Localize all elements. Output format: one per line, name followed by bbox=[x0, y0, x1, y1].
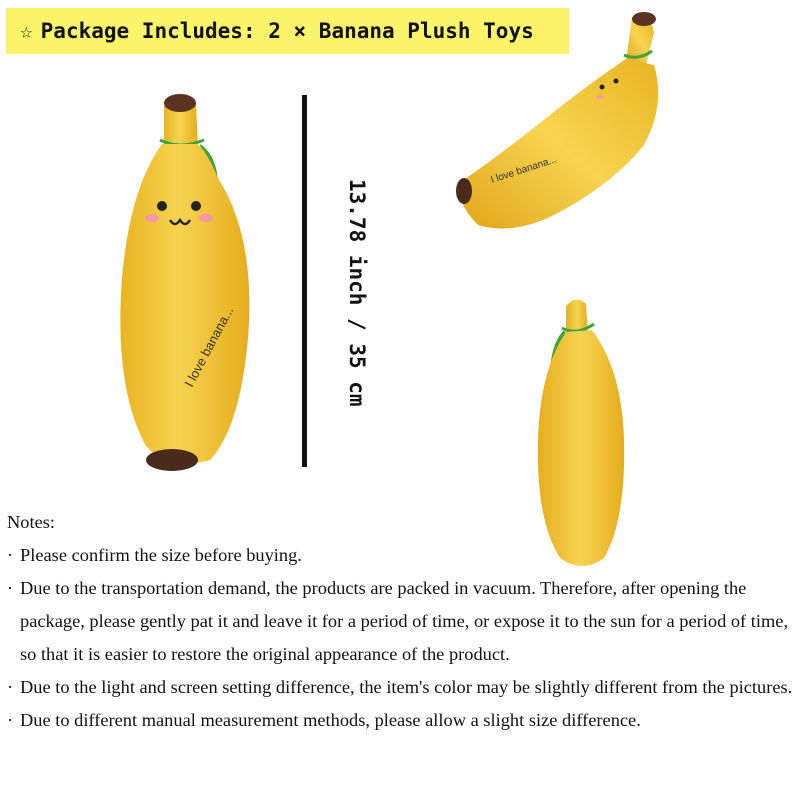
note-text: Please confirm the size before buying. bbox=[20, 545, 302, 565]
bullet-icon: · bbox=[7, 710, 14, 730]
stem-tip bbox=[632, 12, 656, 26]
left-cheek bbox=[596, 95, 604, 99]
bottom-tip bbox=[456, 178, 472, 204]
note-text: Due to the transportation demand, the products are packed in vacuum. Therefore, after opening the package, please gently pat it and leave it for a period of time, or expose it to the sun for a period of time, so that it is easier to restore the original appearance of the product. bbox=[20, 578, 789, 664]
note-text: Due to different manual measurement methods, please allow a slight size difference. bbox=[20, 710, 641, 730]
measurement-line bbox=[302, 95, 307, 467]
star-icon: ☆ bbox=[20, 19, 33, 43]
bullet-icon: · bbox=[7, 545, 14, 565]
left-eye bbox=[157, 201, 167, 211]
right-eye bbox=[191, 201, 201, 211]
note-item bbox=[7, 539, 797, 572]
stem-tip bbox=[164, 94, 196, 112]
note-item bbox=[7, 704, 797, 737]
right-eye bbox=[614, 79, 619, 84]
banana-body bbox=[120, 144, 249, 464]
bullet-icon: · bbox=[7, 578, 14, 598]
left-eye bbox=[600, 85, 605, 90]
measurement-label: 13.78 inch / 35 cm bbox=[345, 179, 369, 407]
banana-body bbox=[460, 59, 658, 229]
banana-front-photo bbox=[100, 88, 270, 488]
notes-section bbox=[7, 506, 797, 737]
banana-tilted-photo bbox=[440, 5, 670, 245]
print-text: I love banana... bbox=[489, 154, 558, 186]
notes-title: Notes: bbox=[7, 512, 56, 532]
right-cheek bbox=[199, 214, 213, 222]
note-item bbox=[7, 572, 797, 671]
note-item bbox=[7, 671, 797, 704]
print-text: I love banana... bbox=[181, 303, 237, 390]
bottom-tip bbox=[146, 449, 198, 471]
left-cheek bbox=[145, 214, 159, 222]
note-text: Due to the light and screen setting difference, the item's color may be slightly different from the pictures. bbox=[20, 677, 793, 697]
banner-text: Package Includes: 2 × Banana Plush Toys bbox=[40, 19, 534, 43]
bullet-icon: · bbox=[7, 677, 14, 697]
